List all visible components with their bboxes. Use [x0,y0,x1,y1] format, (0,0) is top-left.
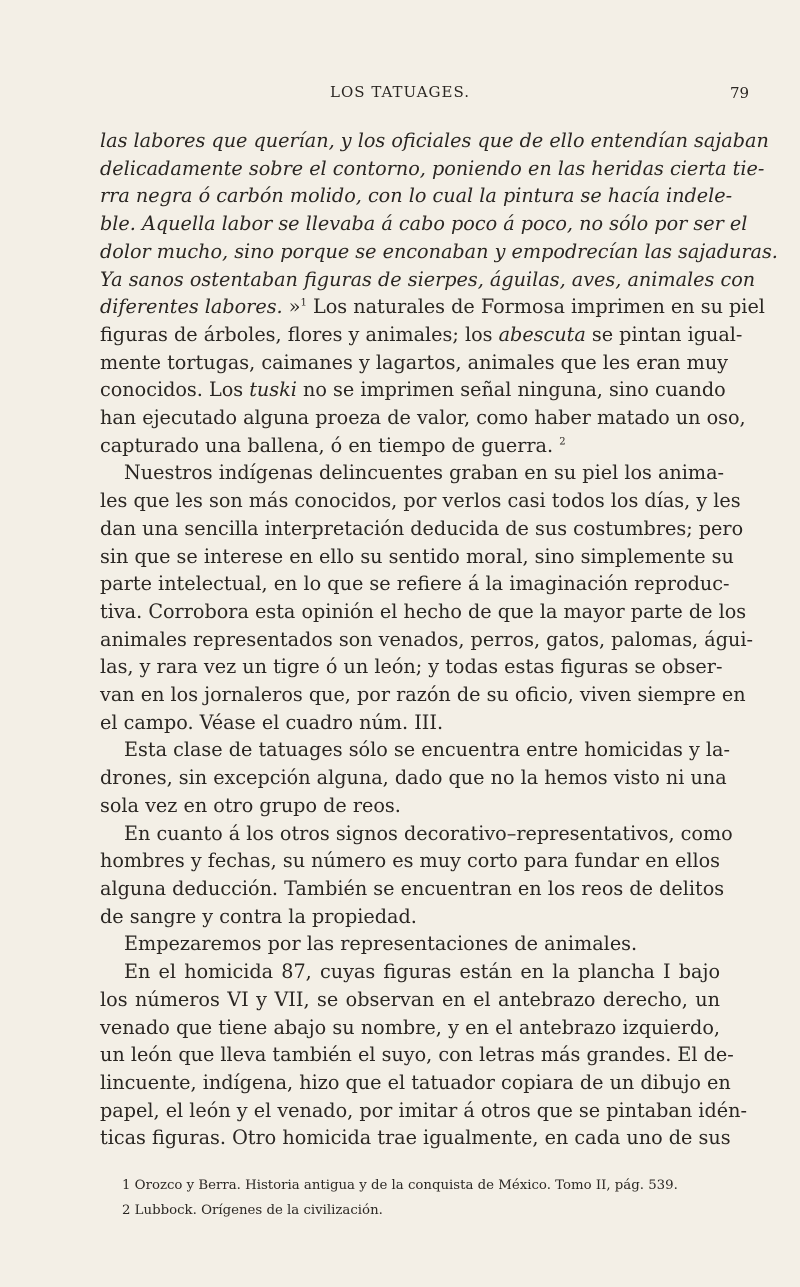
text-run: venado que tiene abajo su nombre, y en el antebrazo izquierdo, [100,1015,720,1039]
text-line [100,238,778,266]
text-line [100,986,720,1014]
text-line [100,903,720,931]
text-run: tiva. Corrobora esta opinión el hecho de que la mayor parte de los [100,599,747,623]
text-line [100,515,744,543]
text-run: las, y rara vez un tigre ó un león; y todas estas figuras se obser- [100,655,723,679]
text-line [100,1014,720,1042]
text-run: sola vez en otro grupo de reos. [100,793,401,817]
text-run: Nuestros indígenas delincuentes graban en su piel los anima- [124,461,725,485]
text-line [100,764,727,792]
text-run: capturado una ballena, ó en tiempo de guerra. [100,433,560,457]
text-line [100,321,743,349]
text-run: un león que lleva también el suyo, con letras más grandes. El de- [100,1043,734,1067]
text-run: mente tortugas, caimanes y lagartos, animales que les eran muy [100,350,729,374]
text-run: dolor mucho, sino porque se enconaban y empodrecían las sajaduras. [100,239,778,263]
text-run: delicadamente sobre el contorno, poniendo en las heridas cierta tie- [100,156,765,180]
footnote-ref: 1 [300,297,307,309]
text-run: abescuta [498,322,586,346]
text-line [100,792,720,820]
text-line [100,1124,731,1152]
footnotes [122,1173,722,1223]
text-run: hombres y fechas, su número es muy corto para fundar en ellos [100,849,720,873]
text-run: conocidos. Los [100,378,250,402]
text-line [100,653,723,681]
text-line [100,404,746,432]
footnote-ref: 2 [559,436,566,448]
footnote: 1 Orozco y Berra. Historia antigua y de la conquista de México. Tomo II, pág. 539. [122,1178,678,1193]
text-run: van en los jornaleros que, por razón de su oficio, viven siempre en [100,683,746,707]
text-line [100,570,730,598]
text-line [100,1041,734,1069]
text-run: En cuanto á los otros signos decorativo–representativos, como [124,821,733,845]
text-run: drones, sin excepción alguna, dado que no la hemos visto ni una [100,766,727,790]
text-run: En el homicida 87, cuyas figuras están en la plancha I bajo [124,960,720,984]
text-run: les que les son más conocidos, por verlos casi todos los días, y les [100,489,741,513]
text-run: ticas figuras. Otro homicida trae igualmente, en cada uno de sus [100,1126,731,1150]
text-line [100,930,720,958]
text-run: lincuente, indígena, hizo que el tatuador copiara de un dibujo en [100,1070,731,1094]
footnote: 2 Lubbock. Orígenes de la civilización. [122,1203,383,1218]
body-text [100,127,778,1152]
page-number: 79 [730,84,750,102]
text-line [100,155,765,183]
text-run: se pintan igual- [585,322,743,346]
text-line [100,1097,747,1125]
text-line [100,681,746,709]
text-run: diferentes labores. [100,295,283,319]
text-line [100,736,730,764]
text-line [100,376,726,404]
text-run: dan una sencilla interpretación deducida de sus costumbres; pero [100,516,744,540]
text-run: no se imprimen señal ninguna, sino cuando [296,378,726,402]
text-run: tuski [249,378,297,402]
text-line [100,847,720,875]
text-run: ble. Aquella labor se llevaba á cabo poco á poco, no sólo por ser el [100,212,748,236]
text-run: animales representados son venados, perros, gatos, palomas, águi- [100,627,753,651]
text-line [100,459,725,487]
text-line [100,266,756,294]
text-run: alguna deducción. También se encuentran en los reos de delitos [100,876,725,900]
text-run: figuras de árboles, flores y animales; los [100,322,499,346]
running-head: LOS TATUAGES. [330,83,470,101]
text-line [100,598,747,626]
text-run: han ejecutado alguna proeza de valor, como haber matado un oso, [100,406,746,430]
text-run: Empezaremos por las representaciones de animales. [124,932,638,956]
text-line [100,626,753,654]
text-run: » [282,295,301,319]
text-line [100,432,720,460]
text-run: las labores que querían, y los oficiales que de ello entendían sajaban [100,129,769,152]
text-line [100,349,729,377]
text-line [100,487,741,515]
text-run: rra negra ó carbón molido, con lo cual la pintura se hacía indele- [100,184,733,208]
text-run: Los naturales de Formosa imprimen en su piel [306,295,765,319]
text-line [100,1069,731,1097]
text-run: el campo. Véase el cuadro núm. III. [100,710,444,734]
text-line [100,210,748,238]
text-run: los números VI y VII, se observan en el antebrazo derecho, un [100,987,720,1011]
text-line [100,709,720,737]
text-run: papel, el león y el venado, por imitar á otros que se pintaban idén- [100,1098,747,1122]
text-run: sin que se interese en ello su sentido moral, sino simplemente su [100,544,734,568]
text-line [100,820,733,848]
text-line [100,127,769,155]
text-line [100,182,733,210]
text-run: parte intelectual, en lo que se refiere á la imaginación reproduc- [100,572,730,596]
text-line [100,543,734,571]
text-line [100,875,725,903]
text-line [100,958,720,986]
text-run: Ya sanos ostentaban figuras de sierpes, águilas, aves, animales con [100,267,756,291]
text-run: de sangre y contra la propiedad. [100,904,417,928]
text-line [100,293,765,321]
text-run: Esta clase de tatuages sólo se encuentra entre homicidas y la- [124,738,730,762]
